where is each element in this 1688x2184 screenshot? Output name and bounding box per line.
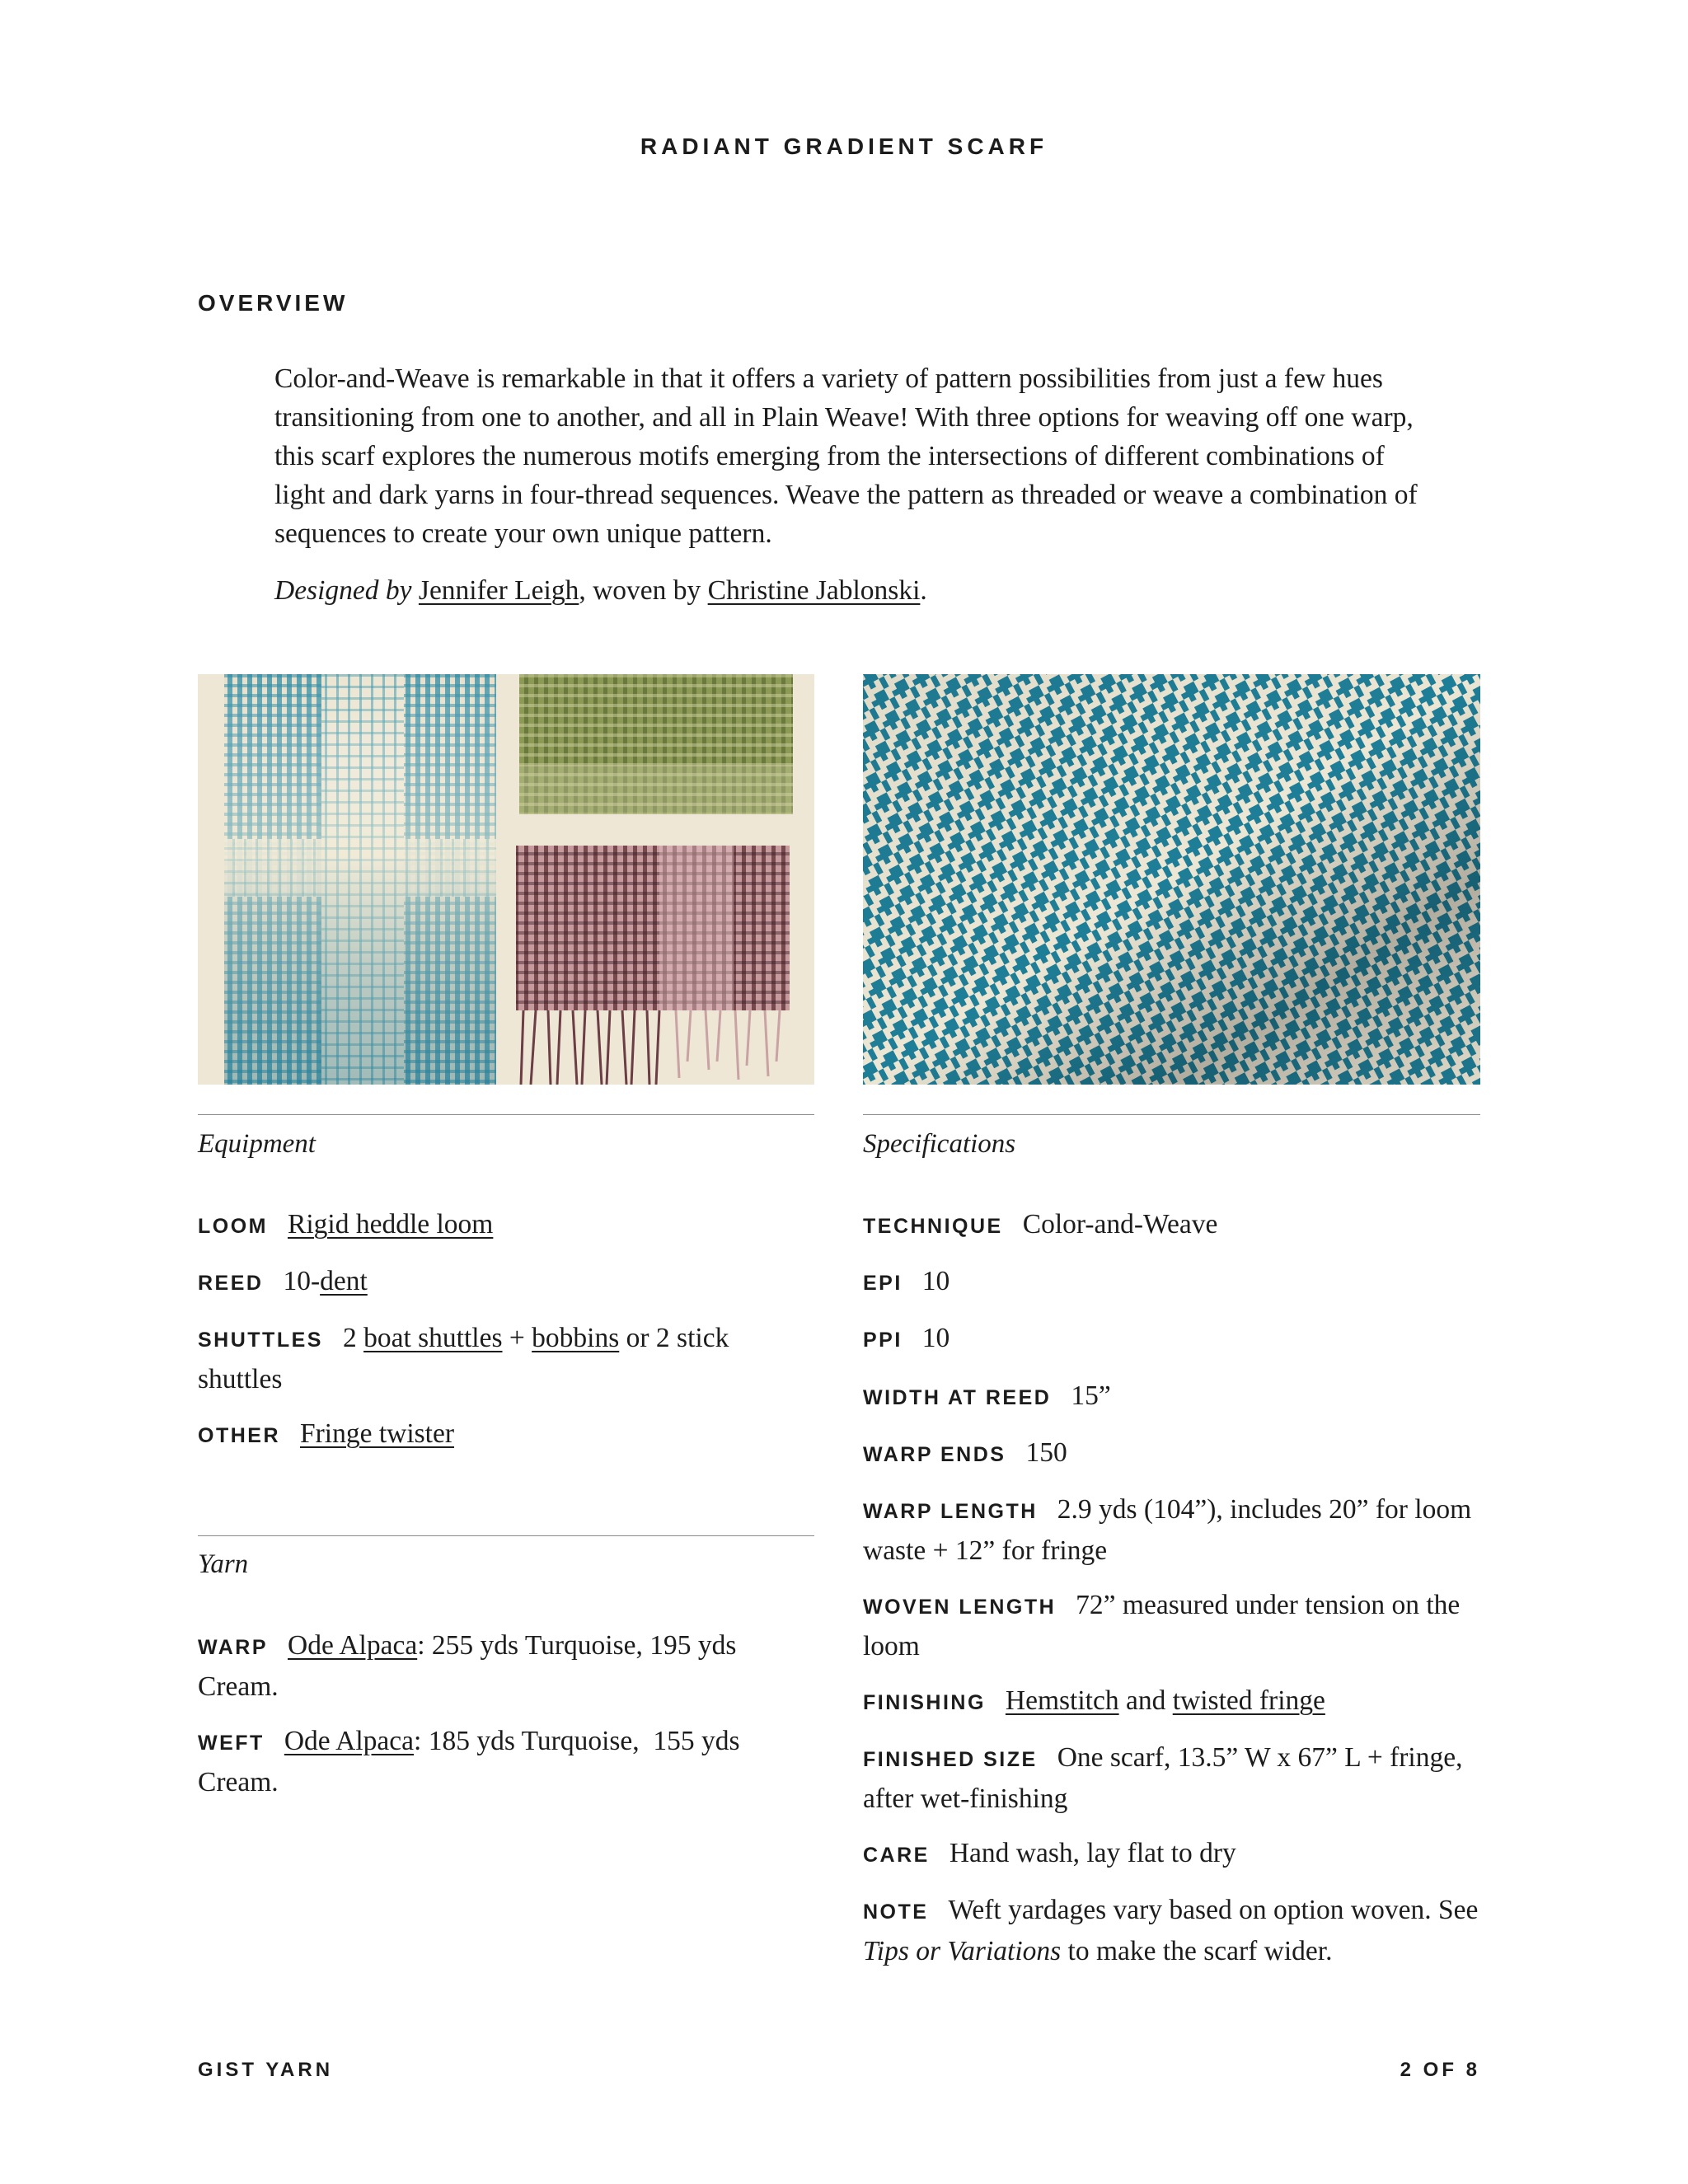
spec-note [863, 1891, 1489, 1971]
hemstitch-link[interactable]: Hemstitch [1005, 1685, 1119, 1716]
epi-value: 10 [921, 1266, 950, 1296]
width-at-reed-label: WIDTH AT REED [863, 1386, 1052, 1409]
yarn-rule [198, 1535, 814, 1536]
woven-length-value: 72” measured under tension on the loom [863, 1590, 1461, 1661]
yarn-heading: Yarn [198, 1549, 249, 1579]
shuttles-suffix: or 2 stick shuttles [198, 1323, 729, 1394]
dent-link[interactable]: dent [320, 1266, 368, 1296]
spec-warp-ends [863, 1433, 1489, 1474]
spec-technique [863, 1205, 1489, 1246]
overview-body: Color-and-Weave is remarkable in that it offers a variety of pattern possibilities from just a few hues transitioning from one to another, and all in Plain Weave! With three options for weaving off one warp, this scarf explores the numerous motifs emerging from the intersections of different combinations of light and dark yarns in four-thread sequences. Weave the pattern as threaded or weave a combination of sequences to create your own unique pattern. [274, 363, 1418, 549]
weaver-link[interactable]: Christine Jablonski [707, 575, 921, 606]
twisted-fringe-link[interactable]: twisted fringe [1172, 1685, 1325, 1716]
finishing-label: FINISHING [863, 1691, 986, 1714]
scarves-photo [198, 674, 814, 1085]
warp-length-label: WARP LENGTH [863, 1500, 1038, 1523]
note-text: Weft yardages vary based on option woven. See [948, 1895, 1479, 1925]
boat-shuttles-link[interactable]: boat shuttles [363, 1323, 503, 1353]
spec-warp-length [863, 1490, 1489, 1570]
credit-period: . [920, 575, 927, 606]
spec-care [863, 1834, 1489, 1875]
bobbins-link[interactable]: bobbins [532, 1323, 620, 1353]
weft-ode-alpaca-link[interactable]: Ode Alpaca [284, 1726, 415, 1756]
spec-finished-size [863, 1738, 1489, 1818]
document-title: RADIANT GRADIENT SCARF [640, 134, 1048, 159]
overview-heading: OVERVIEW [198, 290, 349, 316]
ppi-label: PPI [863, 1329, 903, 1352]
overview-text [274, 359, 1428, 610]
technique-label: TECHNIQUE [863, 1215, 1003, 1238]
warp-ends-value: 150 [1025, 1437, 1067, 1468]
epi-label: EPI [863, 1272, 903, 1295]
yarn-warp [198, 1626, 775, 1706]
spec-finishing [863, 1681, 1489, 1722]
spec-width-at-reed [863, 1376, 1489, 1418]
footer-brand: GIST YARN [198, 2059, 334, 2081]
spec-epi [863, 1262, 1489, 1303]
designed-by-label: Designed by [274, 575, 412, 606]
equipment-other [198, 1414, 824, 1455]
woven-length-label: WOVEN LENGTH [863, 1596, 1057, 1619]
weft-label: WEFT [198, 1732, 265, 1755]
woven-by-label: , woven by [579, 575, 708, 606]
note-label: NOTE [863, 1900, 929, 1924]
tips-or-variations-ref: Tips or Variations [863, 1936, 1062, 1966]
houndstooth-illustration [863, 674, 1480, 1085]
warp-ends-label: WARP ENDS [863, 1443, 1006, 1466]
page-number: 2 OF 8 [1400, 2059, 1480, 2081]
shuttles-count: 2 [342, 1323, 364, 1353]
rigid-heddle-loom-link[interactable]: Rigid heddle loom [288, 1209, 494, 1240]
yarn-weft [198, 1722, 775, 1802]
width-at-reed-value: 15” [1071, 1380, 1111, 1411]
fringe-twister-link[interactable]: Fringe twister [300, 1418, 455, 1449]
shuttles-plus: + [502, 1323, 532, 1353]
specifications-rule [863, 1114, 1480, 1115]
equipment-heading: Equipment [198, 1129, 316, 1159]
finished-size-value: One scarf, 13.5” W x 67” L + fringe, after wet-finishing [863, 1742, 1463, 1814]
warp-yardage: : 255 yds Turquoise, 195 yds Cream. [198, 1630, 737, 1702]
equipment-shuttles [198, 1319, 791, 1399]
scarves-illustration [198, 674, 814, 1085]
note-suffix: to make the scarf wider. [1061, 1936, 1333, 1966]
loom-label: LOOM [198, 1215, 268, 1238]
warp-ode-alpaca-link[interactable]: Ode Alpaca [288, 1630, 418, 1661]
shuttles-label: SHUTTLES [198, 1329, 323, 1352]
warp-length-value: 2.9 yds (104”), includes 20” for loom waste + 12” for fringe [863, 1494, 1472, 1566]
credit-line [274, 571, 1428, 610]
equipment-rule [198, 1114, 814, 1115]
ppi-value: 10 [921, 1323, 950, 1353]
equipment-loom [198, 1205, 824, 1246]
spec-ppi [863, 1319, 1489, 1360]
reed-label: REED [198, 1272, 264, 1295]
specifications-heading: Specifications [863, 1129, 1016, 1159]
finishing-and: and [1118, 1685, 1173, 1716]
weft-yardage: : 185 yds Turquoise, 155 yds Cream. [198, 1726, 747, 1797]
technique-value: Color-and-Weave [1022, 1209, 1218, 1240]
warp-label: WARP [198, 1636, 268, 1659]
equipment-reed [198, 1262, 824, 1303]
care-label: CARE [863, 1844, 930, 1867]
finished-size-label: FINISHED SIZE [863, 1748, 1038, 1771]
other-label: OTHER [198, 1424, 280, 1447]
reed-size: 10- [283, 1266, 321, 1296]
care-value: Hand wash, lay flat to dry [949, 1838, 1236, 1868]
designer-link[interactable]: Jennifer Leigh [418, 575, 579, 606]
houndstooth-photo [863, 674, 1480, 1085]
spec-woven-length [863, 1586, 1489, 1666]
